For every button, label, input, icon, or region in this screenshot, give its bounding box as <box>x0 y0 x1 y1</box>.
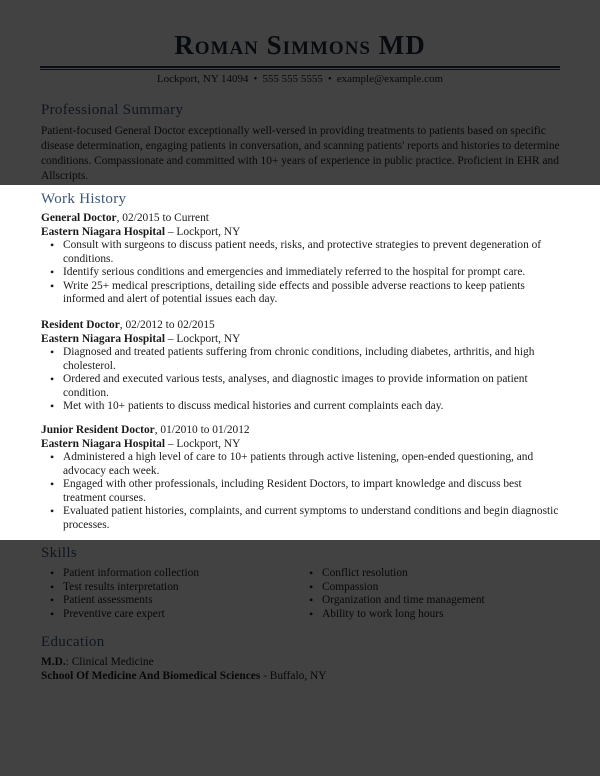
dim-overlay-top <box>0 0 600 185</box>
job-company-line <box>41 225 561 239</box>
job-title: Resident Doctor <box>41 319 120 331</box>
work-history-heading: Work History <box>41 191 127 207</box>
job-bullets <box>41 451 561 533</box>
job-bullet: • Consult with surgeons to discuss patient needs, risks, and protective strategies to prevent degeneration of conditions. <box>63 239 561 266</box>
job-title-line <box>41 423 561 437</box>
job-bullets <box>41 239 561 307</box>
job-company-line <box>41 332 561 346</box>
job-bullet: • Ordered and executed various tests, analyses, and diagnostic images to provide information on patient condition. <box>63 373 561 400</box>
dim-overlay-bottom <box>0 540 600 776</box>
job-bullet: • Met with 10+ patients to discuss medical histories and current complaints each day. <box>63 400 561 414</box>
job-bullet: • Engaged with other professionals, including Resident Doctors, to impart knowledge and discuss best treatment courses. <box>63 478 561 505</box>
job-company: Eastern Niagara Hospital <box>41 438 166 450</box>
job-dates: , 02/2012 to 02/2015 <box>119 319 215 331</box>
job-bullet: • Identify serious conditions and emergencies and immediately referred to the hospital for prompt care. <box>63 266 561 280</box>
job-location: – Lockport, NY <box>165 333 241 345</box>
job-entry <box>41 423 561 533</box>
job-title: Junior Resident Doctor <box>41 424 155 436</box>
job-title: General Doctor <box>41 212 117 224</box>
job-company: Eastern Niagara Hospital <box>41 333 166 345</box>
job-company: Eastern Niagara Hospital <box>41 226 166 238</box>
job-entry <box>41 318 561 414</box>
job-dates: , 02/2015 to Current <box>116 212 209 224</box>
job-bullet: • Write 25+ medical prescriptions, detailing side effects and possible adverse reactions to keep patients informed and alert of potential issues each day. <box>63 280 561 307</box>
job-bullets <box>41 346 561 414</box>
job-entry <box>41 211 561 307</box>
job-bullet: • Administered a high level of care to 10+ patients through active listening, open-ended questioning, and advocacy each week. <box>63 451 561 478</box>
job-company-line <box>41 437 561 451</box>
job-location: – Lockport, NY <box>165 226 241 238</box>
job-dates: , 01/2010 to 01/2012 <box>154 424 250 436</box>
job-bullet: • Evaluated patient histories, complaints, and current symptoms to understand conditions and begin diagnostic processes. <box>63 505 561 532</box>
job-title-line <box>41 211 561 225</box>
job-title-line <box>41 318 561 332</box>
job-bullet: • Diagnosed and treated patients suffering from chronic conditions, including diabetes, arthritis, and high cholesterol. <box>63 346 561 373</box>
job-location: – Lockport, NY <box>165 438 241 450</box>
